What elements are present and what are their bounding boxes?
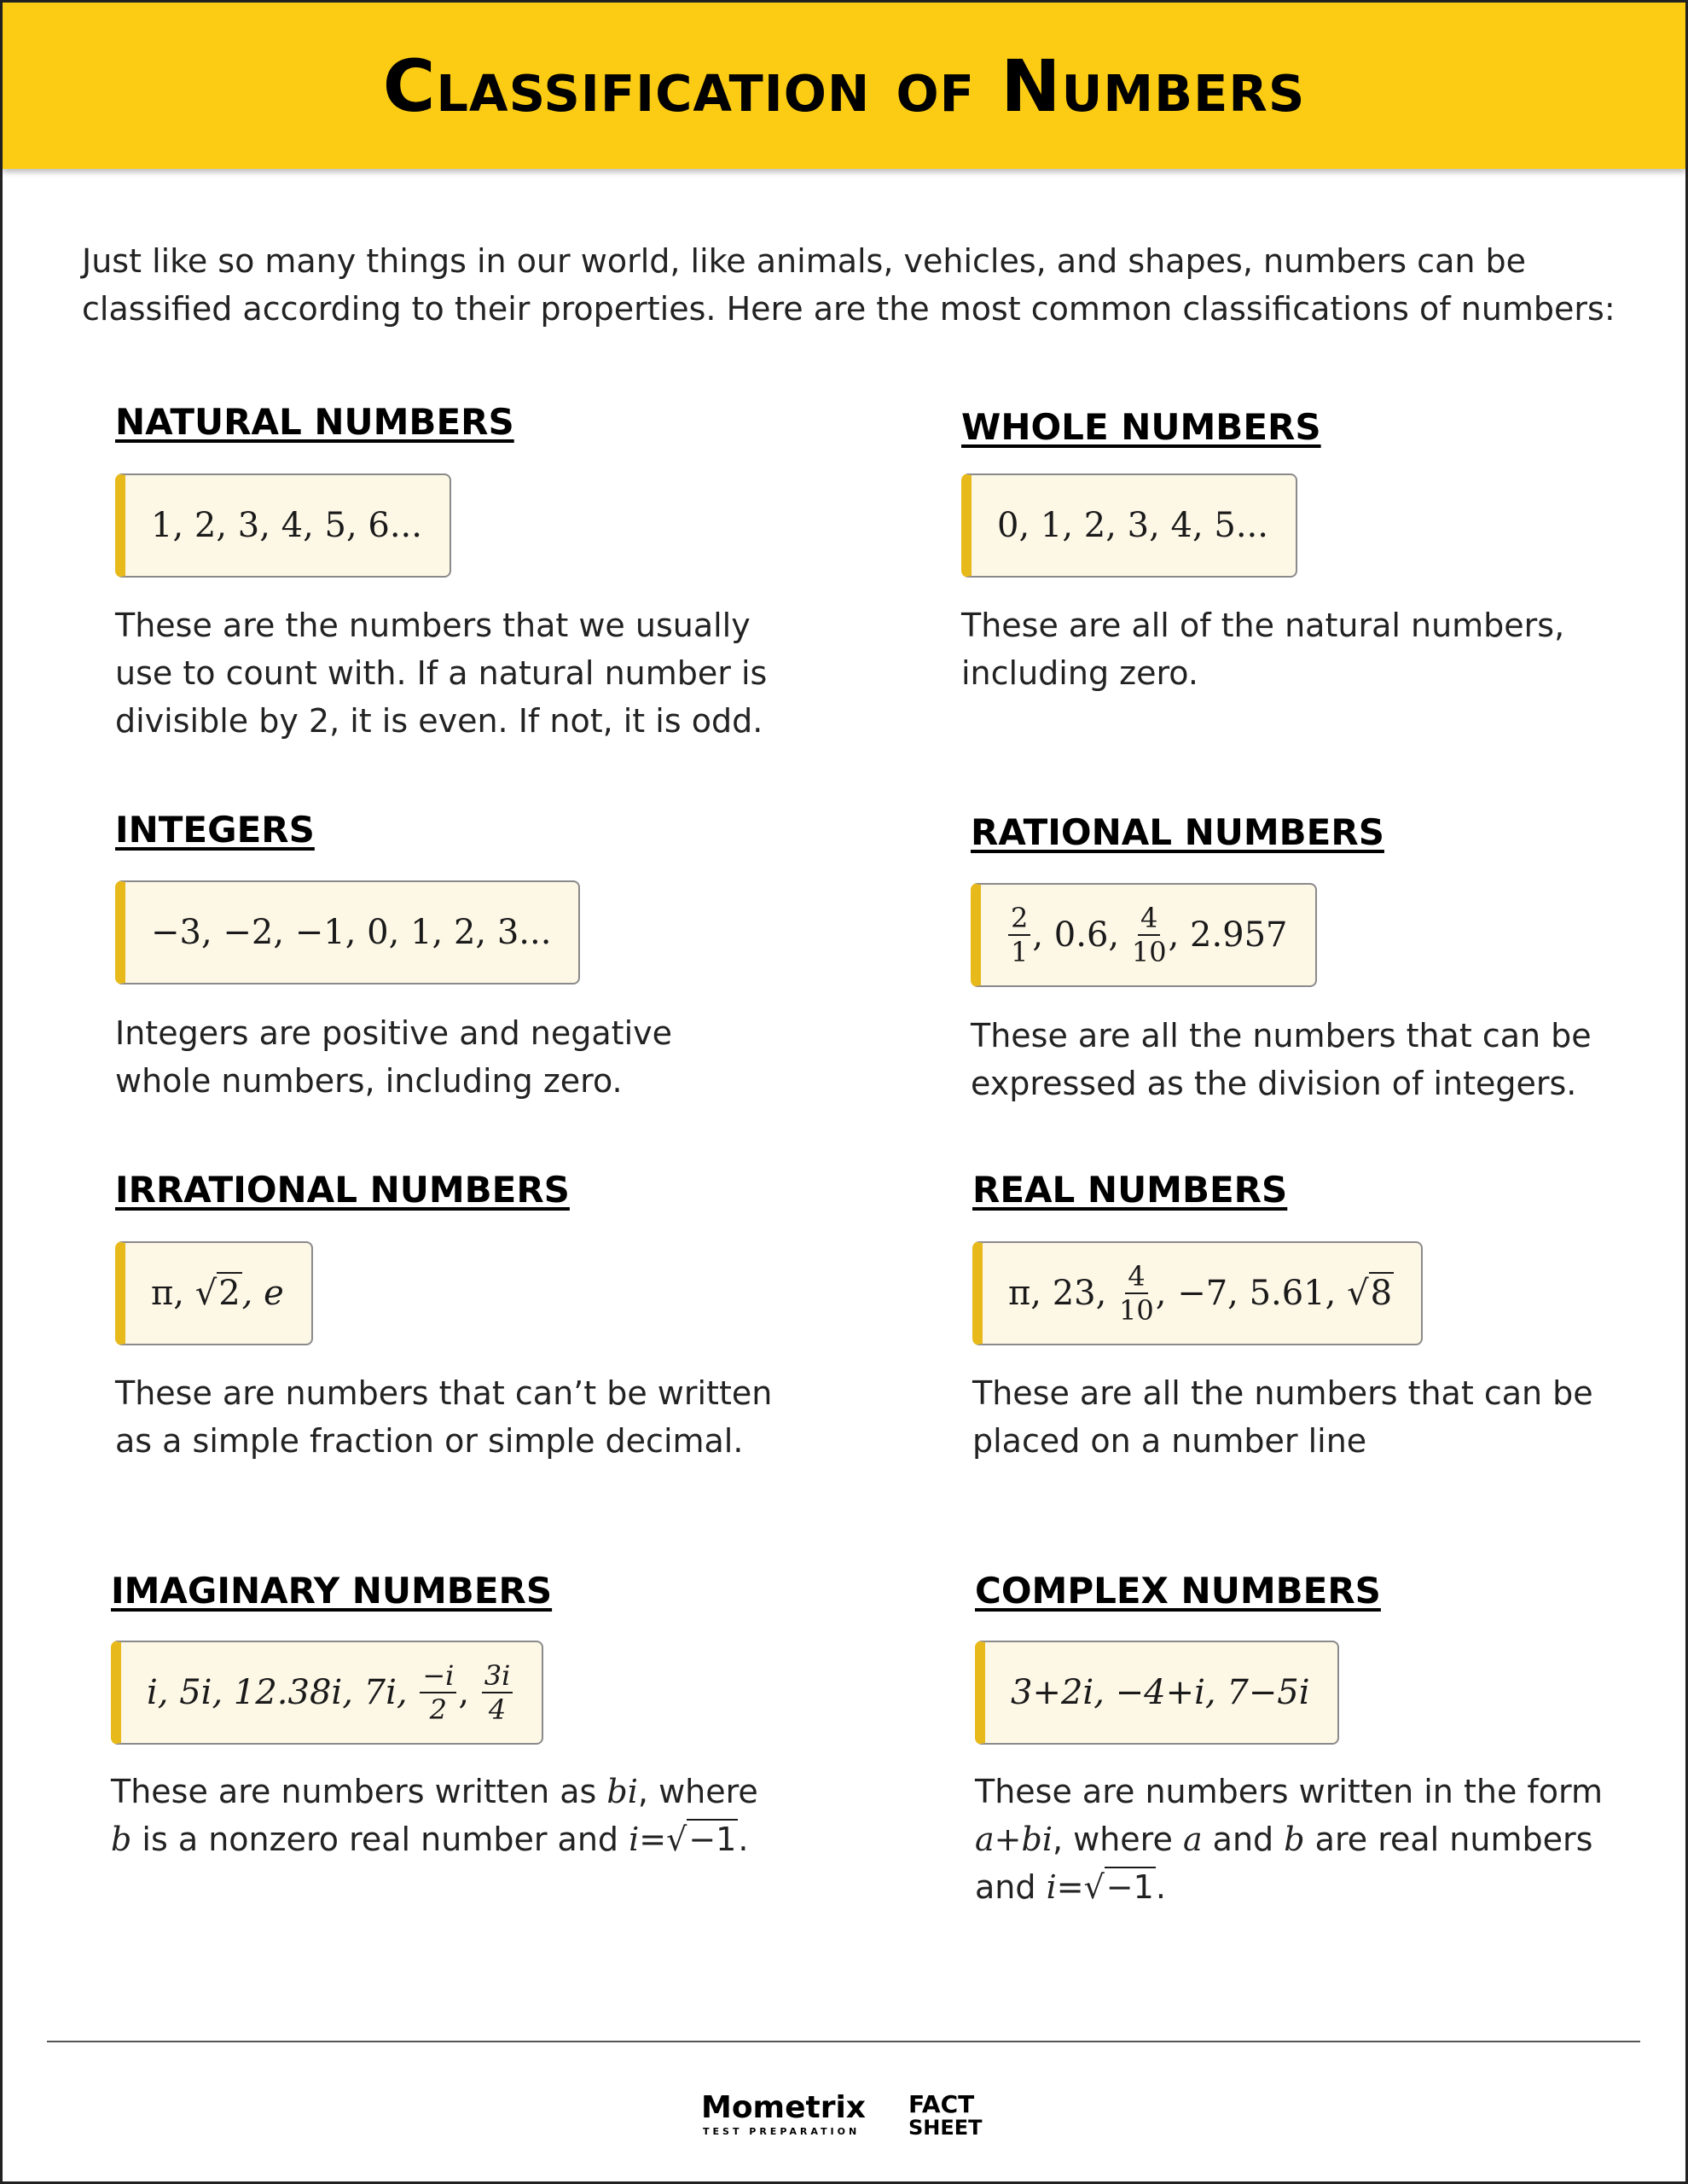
description-math: b [111, 1821, 132, 1858]
description-text: , where [1052, 1821, 1183, 1858]
section-heading: RATIONAL NUMBERS [971, 811, 1384, 853]
section-heading: WHOLE NUMBERS [961, 406, 1321, 448]
description-math: i [1046, 1868, 1057, 1906]
description-math: i [629, 1821, 640, 1858]
example-box [115, 880, 580, 985]
fraction-denominator: 10 [1119, 1294, 1154, 1327]
square-root: √2 [194, 1274, 241, 1313]
section-description: These are the numbers that we usually use to count with. If a natural number is divisible by 2, it is even. If not, it is odd. [115, 607, 768, 740]
example-text: 3+2i, −4+i, 7−5i [1011, 1673, 1310, 1712]
example-text: i, 5i, 12.38i, 7i, [147, 1673, 419, 1712]
example-box [961, 473, 1297, 578]
example-text: −3, −2, −1, 0, 1, 2, 3... [151, 913, 552, 952]
section-description [975, 1768, 1623, 1911]
section-heading: COMPLEX NUMBERS [975, 1570, 1381, 1612]
section-description [111, 1768, 759, 1863]
description-text: . [738, 1821, 749, 1858]
description-math: a+bi [975, 1821, 1053, 1858]
section-integers [115, 809, 815, 1100]
description-text: These are numbers written as [111, 1773, 607, 1810]
example-box [115, 473, 451, 578]
fraction-denominator: 4 [488, 1693, 507, 1726]
section-description: These are numbers that can’t be written as a simple fraction or simple decimal. [115, 1374, 773, 1460]
fraction-denominator: 10 [1131, 936, 1167, 968]
fraction-numerator: 2 [1008, 902, 1030, 936]
example-box [115, 1241, 313, 1345]
section-complex-numbers [975, 1570, 1674, 1906]
section-heading: IMAGINARY NUMBERS [111, 1570, 553, 1612]
section-imaginary-numbers [111, 1570, 810, 1858]
logo-badge-line1: FACT [908, 2090, 975, 2118]
description-math: a [1182, 1821, 1203, 1858]
description-text: These are numbers written in the form [975, 1773, 1604, 1810]
description-text: is a nonzero real number and [131, 1821, 629, 1858]
fraction-denominator: 2 [429, 1693, 448, 1726]
page-title: Classification of Numbers [382, 44, 1306, 128]
example-text: π, [151, 1274, 195, 1313]
logo-badge-line2: SHEET [908, 2116, 983, 2140]
section-description: Integers are positive and negative whole numbers, including zero. [115, 1014, 672, 1100]
section-natural-numbers [115, 401, 815, 740]
description-math: b [1284, 1821, 1305, 1858]
example-text: , [458, 1673, 480, 1712]
title-banner [3, 3, 1685, 169]
description-text: =√ [639, 1821, 687, 1858]
radicand: 8 [1370, 1274, 1393, 1313]
example-text: , 2.957 [1168, 915, 1288, 955]
description-text: , where [637, 1773, 758, 1810]
description-text: and [1202, 1821, 1285, 1858]
section-whole-numbers [961, 406, 1661, 692]
section-irrational-numbers [115, 1169, 815, 1460]
section-rational-numbers [971, 811, 1670, 1102]
fraction [1008, 902, 1030, 968]
radicand: 2 [218, 1274, 241, 1313]
logo-brand: Mometrix [701, 2090, 867, 2125]
section-description: These are all of the natural numbers, including zero. [961, 607, 1565, 692]
square-root: √8 [1347, 1274, 1393, 1313]
section-heading: INTEGERS [115, 809, 315, 851]
fraction-numerator: 3i [482, 1659, 513, 1693]
radicand: −1 [1105, 1868, 1154, 1906]
example-box [975, 1641, 1339, 1745]
description-math: bi [606, 1773, 638, 1810]
radicand: −1 [688, 1821, 737, 1858]
example-text: , e [241, 1274, 284, 1313]
example-box [972, 1241, 1423, 1345]
example-text: π, 23, [1008, 1274, 1118, 1313]
example-text: 1, 2, 3, 4, 5, 6... [151, 506, 422, 545]
example-box [971, 883, 1317, 987]
fraction [420, 1659, 456, 1726]
fraction-denominator: 1 [1011, 936, 1029, 968]
section-description: These are all the numbers that can be expressed as the division of integers. [971, 1017, 1592, 1102]
fraction [1119, 1260, 1154, 1327]
section-heading: IRRATIONAL NUMBERS [115, 1169, 570, 1211]
description-text: =√ [1056, 1868, 1105, 1906]
example-text: , −7, 5.61, [1155, 1274, 1348, 1313]
intro-paragraph: Just like so many things in our world, like animals, vehicles, and shapes, numbers can be classified according to their properties. Here are the most common classifications of numbers: [82, 242, 1615, 328]
section-real-numbers [972, 1169, 1672, 1460]
example-box [111, 1641, 543, 1745]
example-text: 0, 1, 2, 3, 4, 5... [997, 506, 1268, 545]
fraction-numerator: 4 [1125, 1260, 1147, 1294]
mometrix-fact-sheet-logo [699, 2088, 998, 2140]
section-description: These are all the numbers that can be placed on a number line [972, 1374, 1593, 1460]
fraction-numerator: −i [420, 1659, 456, 1693]
description-text: are real numbers and [975, 1821, 1593, 1906]
section-heading: NATURAL NUMBERS [115, 401, 514, 443]
description-text: . [1155, 1868, 1166, 1906]
fraction-numerator: 4 [1138, 902, 1160, 936]
fraction [482, 1659, 513, 1726]
fraction [1132, 902, 1167, 968]
example-text: , 0.6, [1032, 915, 1130, 955]
section-heading: REAL NUMBERS [972, 1169, 1288, 1211]
footer-divider [47, 2041, 1640, 2042]
logo-tagline: TEST PREPARATION [703, 2126, 861, 2137]
